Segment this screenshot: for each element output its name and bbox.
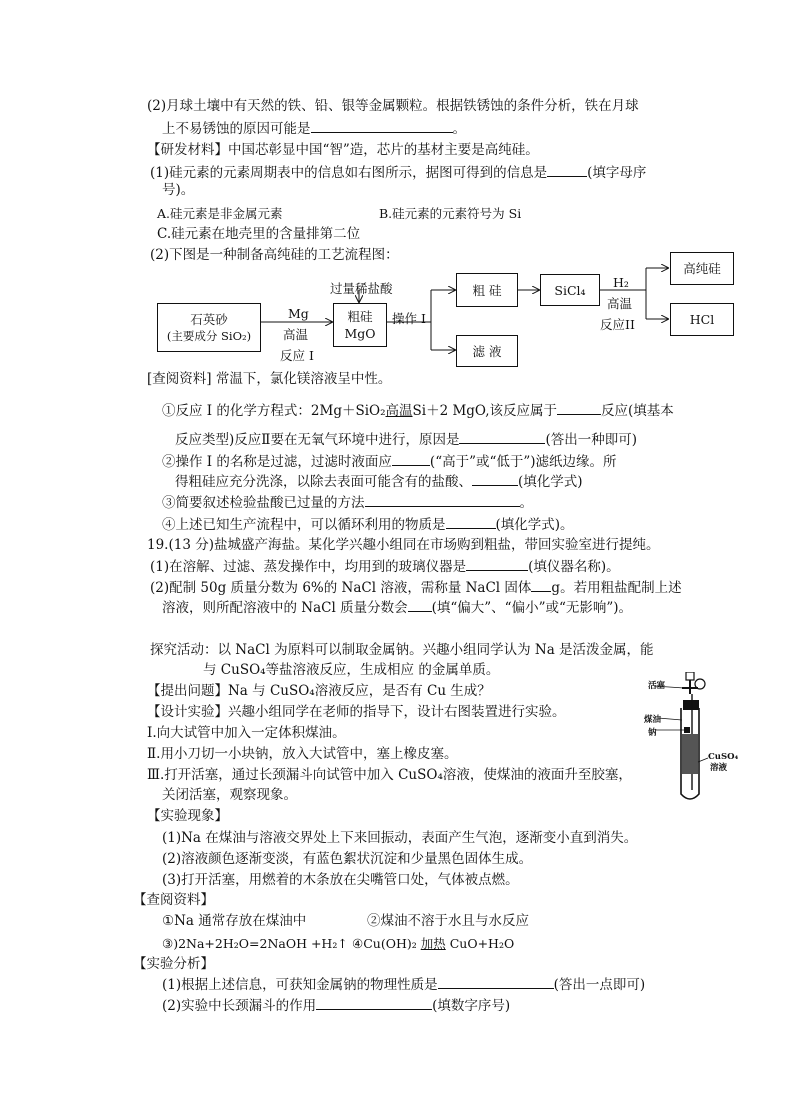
phenomenon-3: (3)打开活塞，用燃着的木条放在尖嘴管口处，气体被点燃。 [162,872,519,888]
label-high-temp-1: 高温 [283,327,309,342]
label-dilute-hcl: 过量稀盐酸 [330,281,393,296]
box-crude-mixture: 粗硅 MgO [333,303,387,347]
q-equation-line: ①反应 I 的化学方程式：2Mg＋SiO₂高温Si＋2 MgO,该反应属于 反应(填基本 [162,403,674,419]
rubber-stopper [683,700,699,710]
sodium-block [684,727,690,733]
explore-design: 【设计实验】兴趣小组同学在老师的指导下，设计右图装置进行实验。 [147,704,566,720]
q-filter-line: ②操作 I 的名称是过滤，过滤时液面应 (“高于”或“低于”)滤纸边缘。所 [162,454,617,470]
box-sicl4: SiCl₄ [540,274,600,306]
pointer-oil [658,718,682,720]
box-hcl: HCl [670,303,734,336]
moon-soil-question: (2)月球土壤中有天然的铁、铅、银等金属颗粒。根据铁锈蚀的条件分析，铁在月球 [147,98,639,114]
label-sodium: 钠 [648,728,657,738]
silicon-q1-line: (1)硅元素的元素周期表中的信息如右图所示，据图可得到的信息是 (填字母序 [150,165,647,181]
option-b: B.硅元素的元素符号为 Si [379,206,522,221]
option-a: A.硅元素是非金属元素 [157,206,283,221]
step-3: Ⅲ.打开活塞，通过长颈漏斗向试管中加入 CuSO₄溶液，使煤油的液面升至胶塞， [147,767,632,783]
answer-blank[interactable] [557,401,601,415]
flow-intro: (2)下图是一种制备高纯硅的工艺流程图： [150,247,399,263]
label-cuso4: CuSO₄ [708,752,739,762]
label-reaction-2: 反应II [600,317,635,332]
info-title: 【查阅资料】 [133,892,214,908]
box-quartz-sand: 石英砂 (主要成分 SiO₂) [157,303,261,352]
cuso4-solution-fill [682,734,698,774]
answer-blank[interactable] [466,557,528,571]
option-c: C.硅元素在地壳里的含量排第二位 [157,226,361,242]
answer-blank[interactable] [459,430,545,444]
label-operation-1: 操作 I [392,311,426,326]
phenomenon-1: (1)Na 在煤油与溶液交界处上下来回振动，表面产生气泡，逐渐变小直到消失。 [162,830,638,846]
explore-l1: 探究活动：以 NaCl 为原料可以制取金属钠。兴趣小组同学认为 Na 是活泼金属，能 [150,642,654,658]
info-3: ③)2Na+2H₂O=2NaOH +H₂↑ [162,936,348,951]
info-1: ①Na 通常存放在煤油中 [162,913,307,929]
analysis-title: 【实验分析】 [133,956,214,972]
answer-blank[interactable] [365,493,520,507]
step-3-cont: 关闭活塞，观察现象。 [162,787,297,803]
box-crude-silicon: 粗 硅 [456,273,518,307]
q-recycle-line: ④上述已知生产流程中，可以循环利用的物质是 (填化学式)。 [162,517,574,533]
valve-knob [686,672,694,680]
silicon-q1-tail: 号)。 [162,182,195,198]
box-pure-silicon: 高纯硅 [670,252,734,285]
label-h2: H₂ [613,275,629,290]
analysis-1: (1)根据上述信息，可获知金属钠的物理性质是 (答出一点即可) [162,977,646,993]
info-2: ②煤油不溶于水且与水反应 [367,913,529,929]
label-valve: 活塞 [648,681,666,691]
moon-soil-answer-line: 上不易锈蚀的原因可能是 。 [162,121,466,137]
label-mg: Mg [288,306,309,321]
q19-s2-cont: 溶液，则所配溶液中的 NaCl 质量分数会 (填“偏大”、“偏小”或“无影响”)。 [162,600,633,616]
label-reaction-1: 反应 I [280,348,314,363]
step-2: Ⅱ.用小刀切一小块钠，放入大试管中，塞上橡皮塞。 [147,746,458,762]
answer-blank[interactable] [408,598,432,612]
phenomena-title: 【实验现象】 [147,808,228,824]
q-oxygen-free-line: 反应类型)反应Ⅱ要在无氧气环境中进行，原因是 (答出一种即可) [175,432,637,448]
phenomenon-2: (2)溶液颜色逐渐变淡，有蓝色絮状沉淀和少量黑色固体生成。 [162,851,533,867]
label-kerosene: 煤油 [644,715,662,725]
answer-blank[interactable] [316,996,432,1010]
label-solution: 溶液 [710,763,728,773]
q-test-line: ③简要叙述检验盐酸已过量的方法 。 [162,495,533,511]
step-1: Ⅰ.向大试管中加入一定体积煤油。 [147,725,346,741]
answer-blank[interactable] [472,472,518,486]
answer-blank[interactable] [446,515,496,529]
q19-s1: (1)在溶解、过滤、蒸发操作中，均用到的玻璃仪器是 (填仪器名称)。 [150,559,620,575]
answer-blank[interactable] [392,452,430,466]
explore-l2: 与 CuSO₄等盐溶液反应，生成相应 的金属单质。 [203,662,500,678]
q19-s2: (2)配制 50g 质量分数为 6%的 NaCl 溶液，需称量 NaCl 固体 g。若用粗盐配制上述 [150,580,682,596]
analysis-2: (2)实验中长颈漏斗的作用 (填数字序号) [162,998,511,1014]
q19-title: 19.(13 分)盐城盛产海盐。某化学兴趣小组同在市场购到粗盐，带回实验室进行提纯。 [147,537,660,553]
q-wash-line: 得粗硅应充分洗涤，以除去表面可能含有的盐酸、 (填化学式) [175,474,583,490]
explore-question: 【提出问题】Na 与 CuSO₄溶液反应，是否有 Cu 生成？ [147,683,491,699]
label-high-temp-2: 高温 [607,296,633,311]
answer-blank[interactable] [531,578,551,592]
funnel-bulb [695,679,705,689]
answer-blank[interactable] [438,975,554,989]
lookup-mgcl2: [查阅资料] 常温下，氯化镁溶液呈中性。 [147,371,392,387]
material-title: 【研发材料】中国芯彰显中国“智”造，芯片的基材主要是高纯硅。 [147,142,539,158]
info-4: ④Cu(OH)₂ 加热 CuO+H₂O [352,936,515,951]
box-filtrate: 滤 液 [456,335,518,367]
